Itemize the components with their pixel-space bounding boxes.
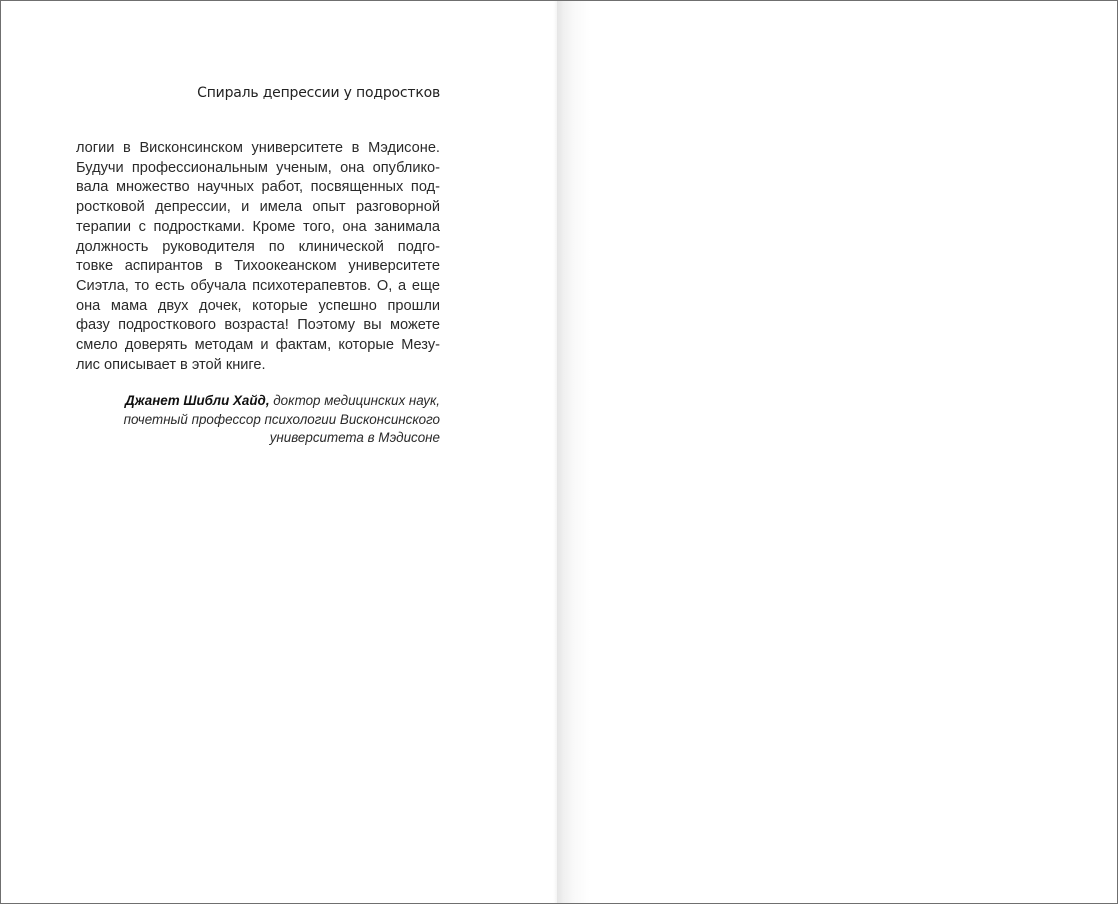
text-line-last: лис описывает в этой книге. — [76, 356, 266, 373]
signature-line-3: университета в Мэдисоне — [269, 430, 440, 446]
text-line: она мама двух дочек, которые успешно прошли — [76, 297, 440, 314]
gutter-shadow — [557, 1, 591, 903]
signature-line-1 — [60, 392, 440, 411]
left-page — [1, 1, 557, 903]
author-signature — [60, 392, 440, 448]
text-line: ростковой депрессии, и имела опыт разговорной — [76, 199, 440, 216]
running-head: Спираль депрессии у подростков — [197, 85, 440, 101]
text-line: товке аспирантов в Тихоокеанском университете — [76, 258, 440, 275]
text-line: Сиэтла, то есть обучала психотерапевтов. О, а еще — [76, 277, 440, 294]
text-line: Будучи профессиональным ученым, она опублико- — [76, 159, 440, 176]
signature-line-2: почетный профессор психологии Висконсинского — [123, 411, 440, 427]
text-line: должность руководителя по клинической подго- — [76, 238, 440, 255]
right-page — [557, 1, 1117, 903]
body-text — [76, 139, 440, 375]
text-line: логии в Висконсинском университете в Мэдисоне. — [76, 140, 440, 156]
text-line: вала множество научных работ, посвященных под- — [76, 179, 440, 196]
text-line: смело доверять методам и фактам, которые Мезу- — [76, 337, 440, 354]
signature-name: Джанет Шибли Хайд, — [125, 393, 270, 408]
text-line: терапии с подростками. Кроме того, она занимала — [76, 218, 440, 235]
signature-title: доктор медицинских наук, — [269, 393, 440, 408]
text-line: фазу подросткового возраста! Поэтому вы можете — [76, 317, 440, 334]
